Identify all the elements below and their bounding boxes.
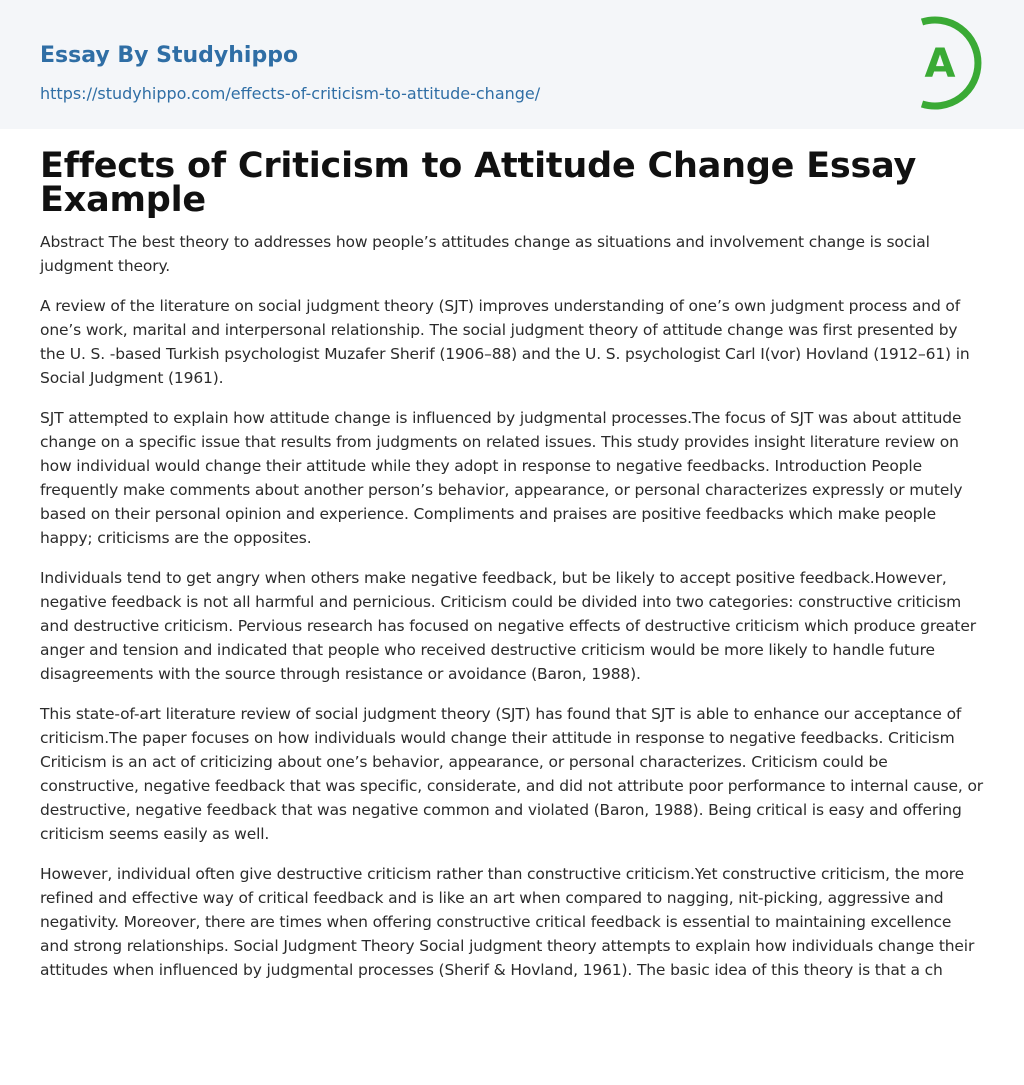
page-url-link[interactable]: https://studyhippo.com/effects-of-criticism-to-attitude-change/: [40, 84, 541, 103]
site-header: [0, 0, 1024, 129]
paragraph-feedback: Individuals tend to get angry when others make negative feedback, but be likely to accept positive feedback.However, negative feedback is not all harmful and pernicious. Criticism could be divided into two categories: constructive criticism and destructive criticism. Pervious research has focused on negative effects of destructive criticism which produce greater anger and tension and indicated that people who received destructive criticism would be more likely to handle future disagreements with the source through resistance or avoidance (Baron, 1988).: [40, 569, 976, 683]
paragraph-theory: However, individual often give destructive criticism rather than constructive criticism.Yet constructive criticism, the more refined and effective way of critical feedback and is like an art when compared to nagging, nit-picking, aggressive and negativity. Moreover, there are times when offering constructive critical feedback is essential to maintaining excellence and strong relationships. Social Judgment Theory Social judgment theory attempts to explain how individuals change their attitudes when influenced by judgmental processes (Sherif & Hovland, 1961). The basic idea of this theory is that a ch: [40, 865, 975, 979]
paragraph-review: A review of the literature on social judgment theory (SJT) improves understanding of one’s own judgment process and of one’s work, marital and interpersonal relationship. The social judgment theory of attitude change was first presented by the U. S. -based Turkish psychologist Muzafer Sherif (1906–88) and the U. S. psychologist Carl I(vor) Hovland (1912–61) in Social Judgment (1961).: [40, 297, 970, 387]
article: [0, 129, 1024, 982]
logo-letter: A: [924, 41, 956, 87]
paragraph-sjt: SJT attempted to explain how attitude change is influenced by judgmental processes.The focus of SJT was about attitude change on a specific issue that results from judgments on related issues. This study provides insight literature review on how individual would change their attitude while they adopt in response to negative feedbacks. Introduction People frequently make comments about another person’s behavior, appearance, or personal characterizes expressly or mutely based on their personal opinion and experience. Compliments and praises are positive feedbacks which make people happy; criticisms are the opposites.: [40, 409, 963, 547]
logo-icon[interactable]: [900, 15, 996, 111]
paragraph-criticism: This state-of-art literature review of social judgment theory (SJT) has found that SJT is able to enhance our acceptance of criticism.The paper focuses on how individuals would change their attitude in response to negative feedbacks. Criticism Criticism is an act of criticizing about one’s behavior, appearance, or personal characterizes. Criticism could be constructive, negative feedback that was specific, considerate, and did not attribute poor performance to internal cause, or destructive, negative feedback that was negative common and violated (Baron, 1988). Being critical is easy and offering criticism seems easily as well.: [40, 705, 984, 843]
paragraph-abstract: Abstract The best theory to addresses how people’s attitudes change as situations and involvement change is social judgment theory.: [40, 233, 930, 275]
site-brand[interactable]: Essay By Studyhippo: [40, 43, 299, 68]
article-title: Effects of Criticism to Attitude Change Essay Example: [40, 146, 917, 220]
